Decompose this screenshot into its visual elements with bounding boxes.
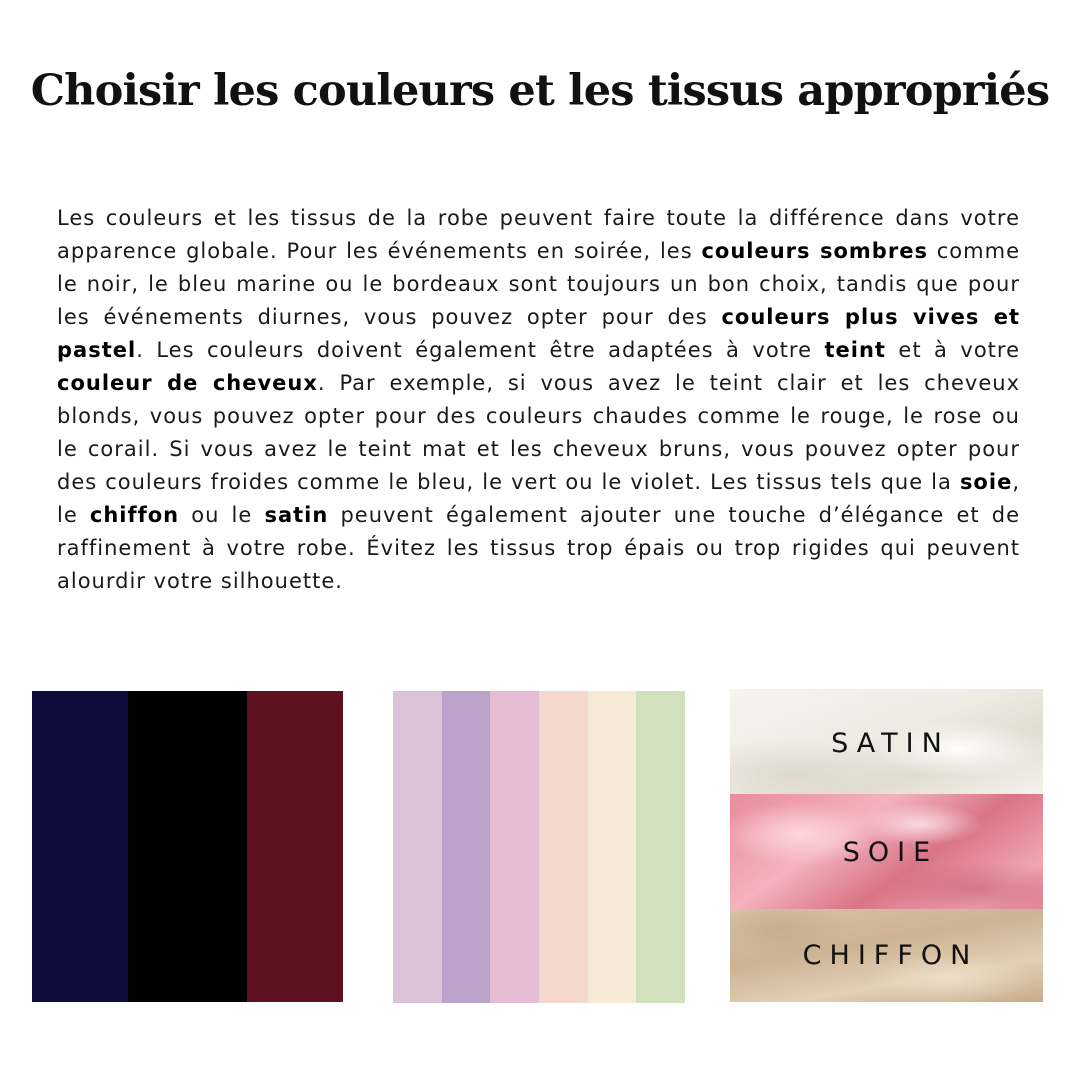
dark-swatch — [247, 691, 343, 1002]
pastel-swatch — [442, 691, 491, 1003]
fabric-satin-image — [730, 689, 1043, 794]
fabric-chiffon-image — [730, 909, 1043, 1002]
dark-color-palette — [32, 691, 343, 1002]
fabric-samples — [730, 689, 1043, 1002]
pastel-swatch — [539, 691, 588, 1003]
paragraph-emphasis: couleurs plus vives et pastel — [57, 305, 1020, 362]
paragraph-emphasis: satin — [264, 503, 329, 527]
page-title: Choisir les couleurs et les tissus appropriés — [30, 66, 1050, 116]
paragraph-emphasis: couleurs sombres — [701, 239, 928, 263]
paragraph-text: peuvent également ajouter une touche d’élégance et de raffinement à votre robe. Évitez les tissus trop épais ou trop rigides qui peuvent alourdir votre silhouette. — [57, 503, 1020, 593]
paragraph-emphasis: chiffon — [89, 503, 180, 527]
paragraph-text: et à votre — [885, 338, 1020, 362]
pastel-swatch — [636, 691, 685, 1003]
dark-swatch — [32, 691, 128, 1002]
body-paragraph — [57, 202, 1020, 598]
paragraph-text: . Les couleurs doivent également être adaptées à votre — [136, 338, 825, 362]
dark-swatch — [128, 691, 247, 1002]
fabric-satin-label: SATIN — [831, 728, 950, 759]
pastel-color-palette — [393, 691, 685, 1003]
fabric-soie-label: SOIE — [842, 837, 939, 868]
paragraph-text: , le — [57, 470, 1020, 527]
paragraph-emphasis: soie — [959, 470, 1013, 494]
fabric-soie-image — [730, 794, 1043, 909]
paragraph-emphasis: teint — [824, 338, 886, 362]
pastel-swatch — [490, 691, 539, 1003]
paragraph-text: ou le — [179, 503, 265, 527]
paragraph-text: . Par exemple, si vous avez le teint clair et les cheveux blonds, vous pouvez opter pour des couleurs chaudes comme le rouge, le rose ou le corail. Si vous avez le teint mat et les cheveux bruns, vous pouvez opter pour des couleurs froides comme le bleu, le vert ou le violet. Les tissus tels que la — [57, 371, 1020, 494]
pastel-swatch — [393, 691, 442, 1003]
paragraph-emphasis: couleur de cheveux — [57, 371, 318, 395]
paragraph-text: Les couleurs et les tissus de la robe peuvent faire toute la différence dans votre apparence globale. Pour les événements en soirée, les — [57, 206, 1020, 263]
fabric-chiffon-label: CHIFFON — [802, 940, 979, 971]
paragraph-text: comme le noir, le bleu marine ou le bordeaux sont toujours un bon choix, tandis que pour les événements diurnes, vous pouvez opter pour des — [57, 239, 1020, 329]
pastel-swatch — [588, 691, 637, 1003]
